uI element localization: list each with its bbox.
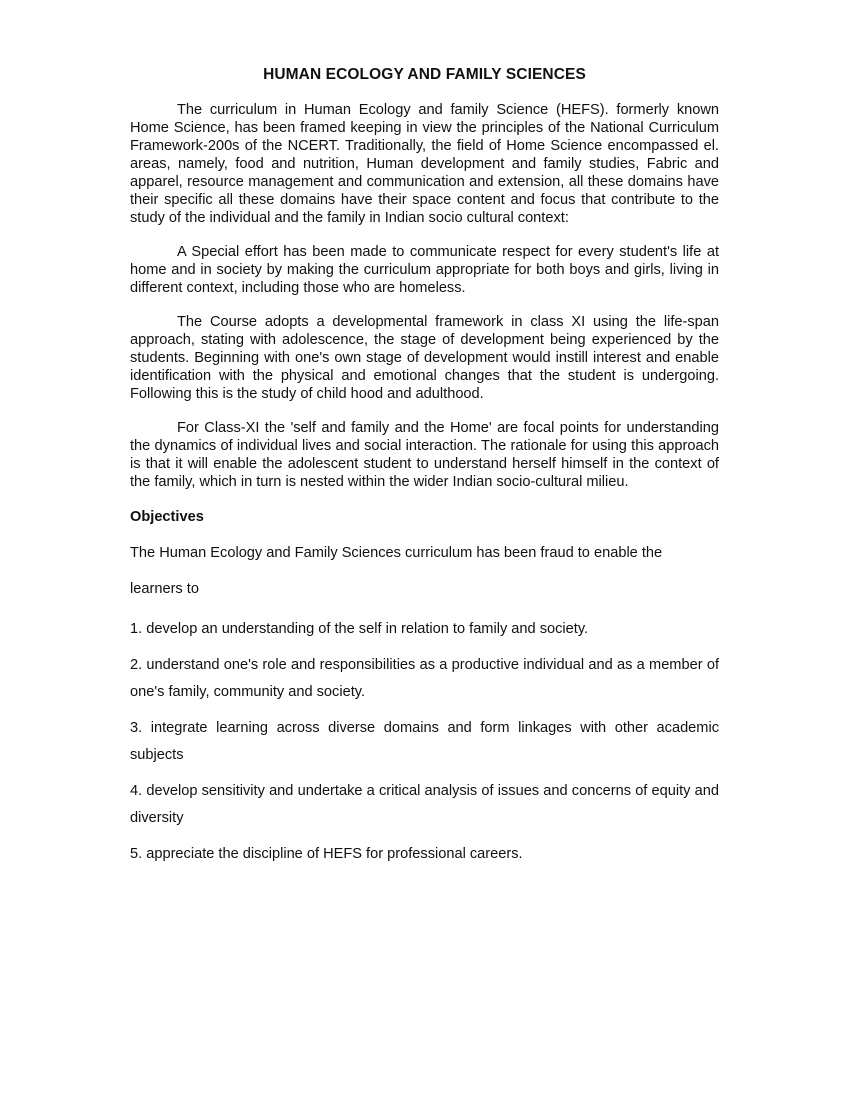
objective-item: 3. integrate learning across diverse domains and form linkages with other academic subjects — [130, 720, 719, 763]
objectives-list — [130, 616, 719, 868]
objectives-intro-line-2: learners to — [130, 581, 199, 597]
objective-item: 2. understand one's role and responsibilities as a productive individual and as a member of one's family, community and society. — [130, 657, 719, 700]
paragraph-developmental-framework: The Course adopts a developmental framework in class XI using the life-span approach, stating with adolescence, the stage of development being experienced by the students. Beginning with one's own stage of development would instill interest and enable identification with the physical and emotional changes that the student is undergoing. Following this is the study of child hood and adulthood. — [130, 314, 719, 402]
paragraph-class-xi-focus: For Class-XI the 'self and family and the Home' are focal points for understanding the dynamics of individual lives and social interaction. The rationale for using this approach is that it will enable the adolescent student to understand herself himself in the context of the family, which in turn is nested within the wider Indian socio-cultural milieu. — [130, 420, 719, 490]
objective-item: 4. develop sensitivity and undertake a critical analysis of issues and concerns of equity and diversity — [130, 783, 719, 826]
document-page — [130, 64, 719, 877]
objectives-intro-line-1: The Human Ecology and Family Sciences curriculum has been fraud to enable the — [130, 545, 663, 561]
paragraph-curriculum-intro: The curriculum in Human Ecology and family Science (HEFS). formerly known Home Science, has been framed keeping in view the principles of the National Curriculum Framework-200s of the NCERT. Traditionally, the field of Home Science encompassed el. areas, namely, food and nutrition, Human development and family studies, Fabric and apparel, resource management and communication and extension, all these domains have their specific all these domains have their space content and focus that contribute to the study of the individual and the family in Indian socio cultural context: — [130, 102, 719, 226]
objectives-heading: Objectives — [130, 509, 204, 525]
document-title: HUMAN ECOLOGY AND FAMILY SCIENCES — [263, 66, 586, 83]
paragraph-special-effort: A Special effort has been made to communicate respect for every student's life at home and in society by making the curriculum appropriate for both boys and girls, living in different context, including those who are homeless. — [130, 244, 719, 296]
objective-item: 1. develop an understanding of the self in relation to family and society. — [130, 621, 589, 637]
objective-item: 5. appreciate the discipline of HEFS for professional careers. — [130, 846, 523, 862]
